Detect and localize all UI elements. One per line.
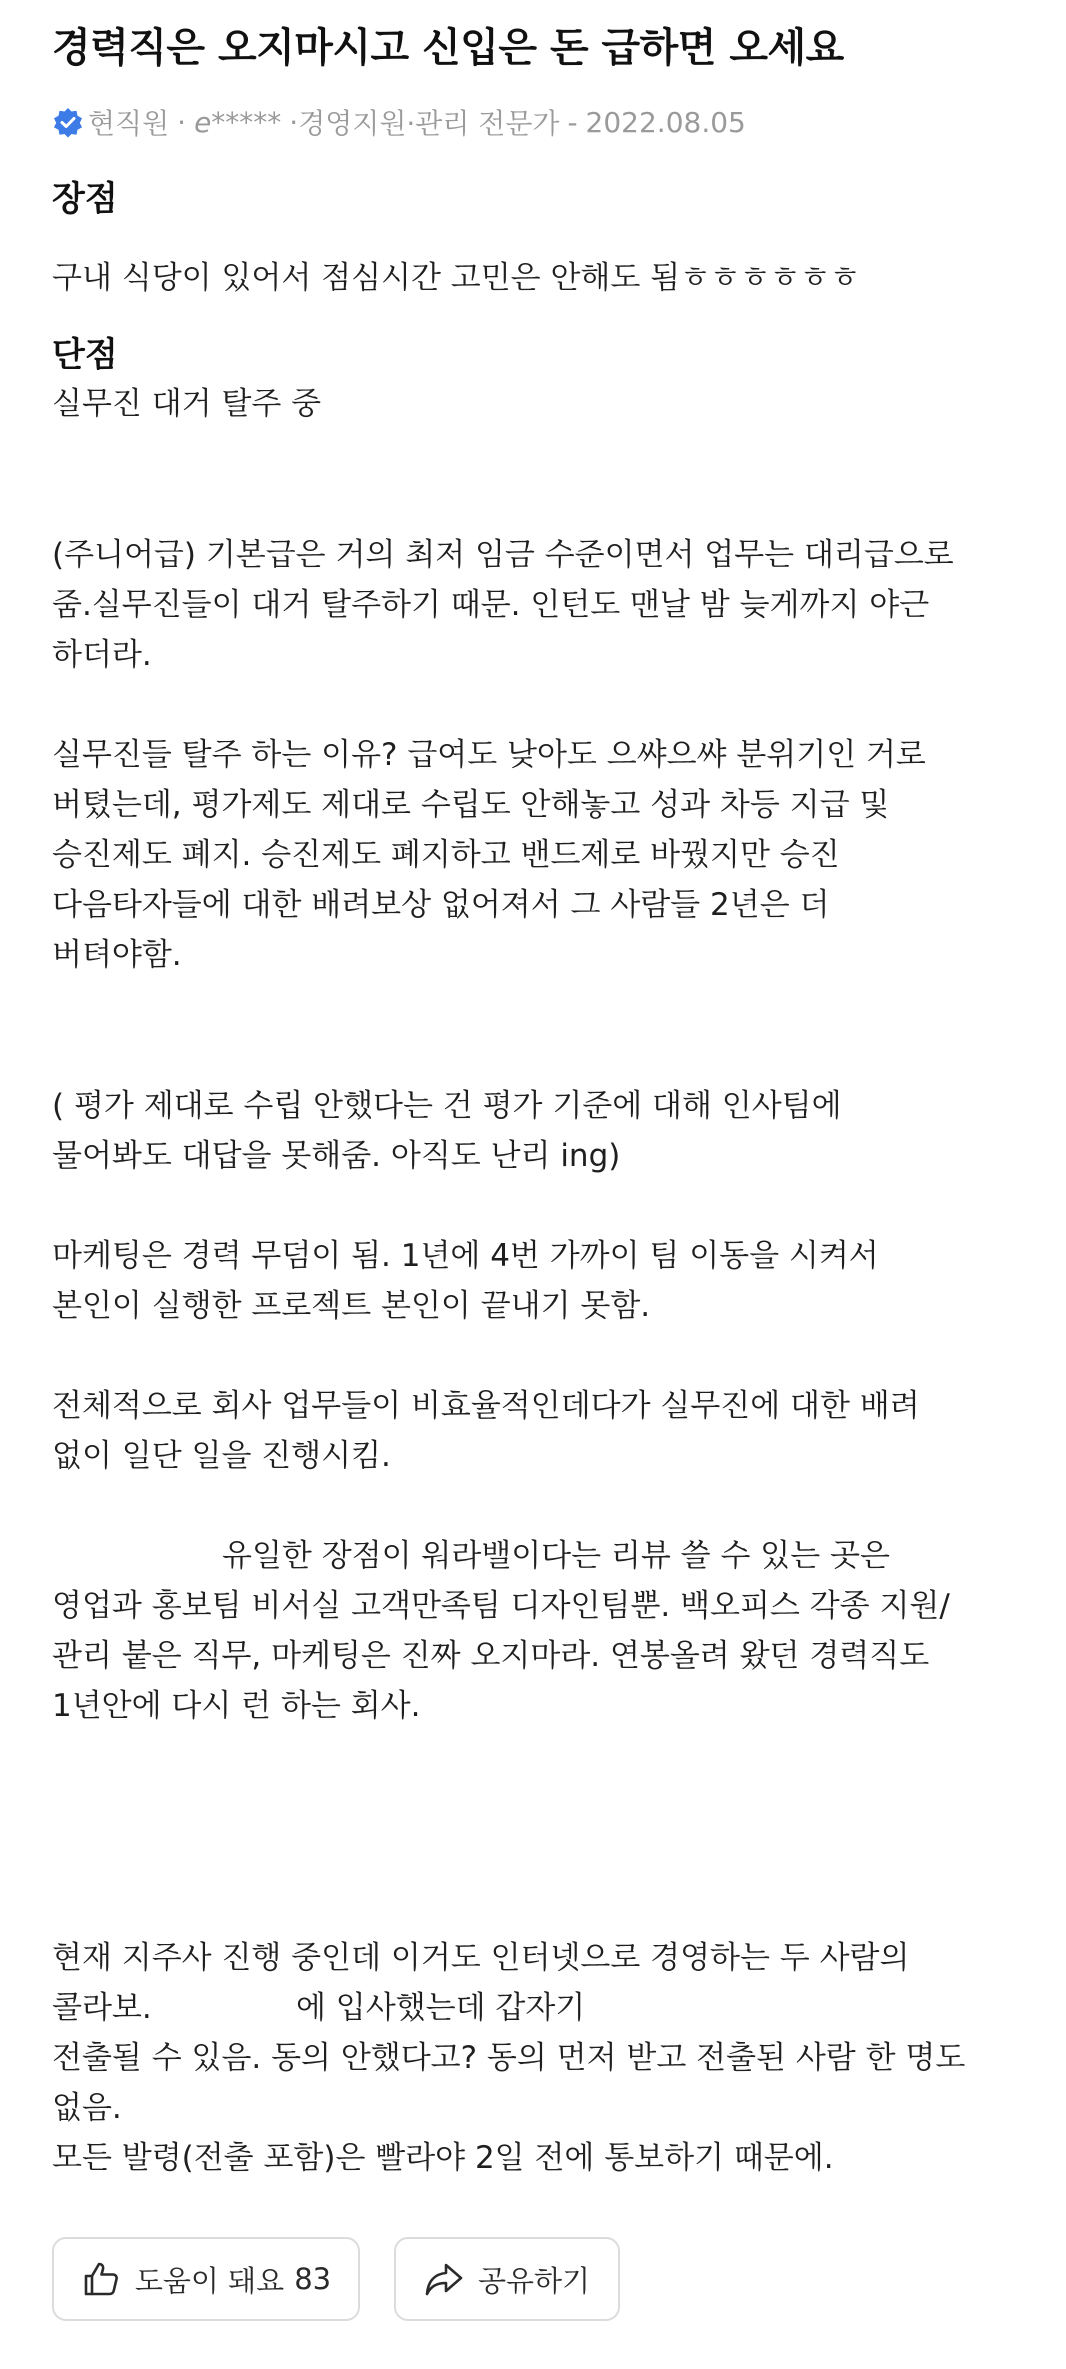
- cons-text-line: 없음.: [52, 2090, 122, 2126]
- cons-text-line: 없이 일단 일을 진행시킴.: [52, 1438, 391, 1474]
- cons-text-line: 물어봐도 대답을 못해줌. 아직도 난리 ing): [52, 1138, 621, 1174]
- cons-text-line: 실무진 대거 탈주 중: [52, 386, 322, 422]
- cons-text-line: 유일한 장점이 워라밸이다는 리뷰 쓸 수 있는 곳은: [222, 1538, 890, 1574]
- cons-heading: 단점: [52, 335, 118, 375]
- share-arrow-icon: [424, 2259, 464, 2299]
- pros-text: 구내 식당이 있어서 점심시간 고민은 안해도 됨ㅎㅎㅎㅎㅎㅎ: [52, 260, 860, 296]
- verified-badge-icon: [52, 106, 84, 138]
- share-button[interactable]: [394, 2237, 620, 2321]
- cons-text-line: 하더라.: [52, 637, 152, 673]
- review-meta: [52, 102, 746, 142]
- cons-text-line: 마케팅은 경력 무덤이 됨. 1년에 4번 가까이 팀 이동을 시켜서: [52, 1238, 879, 1274]
- cons-text-line: 버텨야함.: [52, 937, 182, 973]
- cons-text-line: ( 평가 제대로 수립 안했다는 건 평가 기준에 대해 인사팀에: [52, 1088, 842, 1124]
- cons-text-line: 영업과 홍보팀 비서실 고객만족팀 디자인팀뿐. 백오피스 각종 지원/: [52, 1588, 950, 1624]
- helpful-count: 83: [294, 2262, 332, 2296]
- job-category: 경영지원·관리 전문가: [298, 107, 560, 140]
- cons-text-line: 관리 붙은 직무, 마케팅은 진짜 오지마라. 연봉올려 왔던 경력직도: [52, 1638, 930, 1674]
- review-title: 경력직은 오지마시고 신입은 돈 급하면 오세요: [52, 25, 844, 71]
- share-label: 공유하기: [477, 2263, 591, 2298]
- cons-text-line: 실무진들 탈주 하는 이유? 급여도 낮아도 으쌰으쌰 분위기인 거로: [52, 737, 926, 773]
- cons-text-line: (주니어급) 기본급은 거의 최저 임금 수준이면서 업무는 대리급으로: [52, 537, 954, 573]
- reviewer-id: e*****: [194, 105, 282, 139]
- employee-status: 현직원: [88, 107, 170, 140]
- cons-text-line: 1년안에 다시 런 하는 회사.: [52, 1688, 421, 1724]
- review-date: 2022.08.05: [585, 105, 746, 139]
- cons-text-line: 본인이 실행한 프로젝트 본인이 끝내기 못함.: [52, 1288, 651, 1324]
- pros-heading: 장점: [52, 179, 118, 219]
- cons-text-line: 승진제도 폐지. 승진제도 폐지하고 밴드제로 바꿨지만 승진: [52, 837, 840, 873]
- cons-text-line: 에 입사했는데 갑자기: [296, 1990, 586, 2026]
- cons-text-line: 모든 발령(전출 포함)은 빨라야 2일 전에 통보하기 때문에.: [52, 2140, 834, 2176]
- cons-text-line: 전체적으로 회사 업무들이 비효율적인데다가 실무진에 대한 배려: [52, 1388, 920, 1424]
- meta-separator: ·: [177, 105, 187, 139]
- cons-text-line: 현재 지주사 진행 중인데 이거도 인터넷으로 경영하는 두 사람의: [52, 1940, 910, 1976]
- meta-separator: ·: [289, 105, 299, 139]
- helpful-label: 도움이 돼요: [134, 2263, 285, 2298]
- cons-text-line: 전출될 수 있음. 동의 안했다고? 동의 먼저 받고 전출된 사람 한 명도: [52, 2040, 966, 2076]
- cons-text-line: 다음타자들에 대한 배려보상 없어져서 그 사람들 2년은 더: [52, 887, 830, 923]
- thumbs-up-icon: [81, 2259, 121, 2299]
- helpful-button[interactable]: [52, 2237, 360, 2321]
- meta-separator: -: [567, 105, 578, 139]
- cons-text-line: 버텼는데, 평가제도 제대로 수립도 안해놓고 성과 차등 지급 및: [52, 787, 890, 823]
- cons-text-line: 줌.실무진들이 대거 탈주하기 때문. 인턴도 맨날 밤 늦게까지 야근: [52, 587, 930, 623]
- cons-text-line: 콜라보.: [52, 1990, 152, 2026]
